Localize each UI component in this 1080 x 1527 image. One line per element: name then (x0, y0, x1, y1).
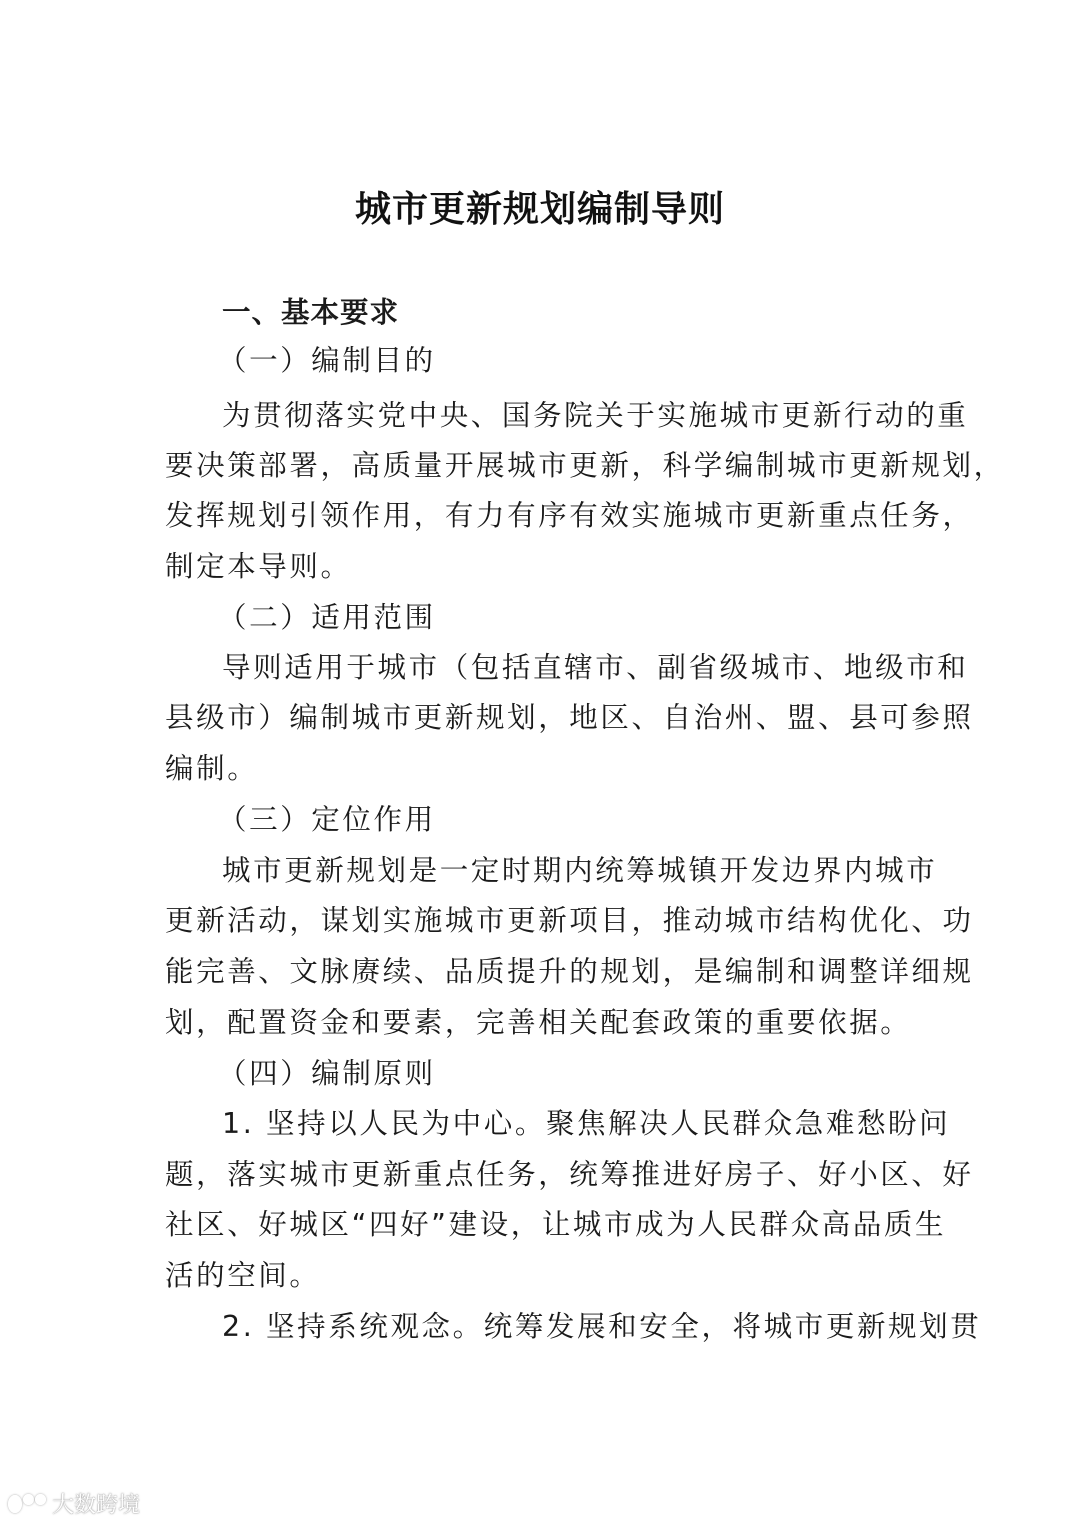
paragraph-line: 划，配置资金和要素，完善相关配套政策的重要依据。 (165, 1006, 912, 1039)
subsection-heading: （二）适用范围 (218, 601, 436, 634)
paragraph-line: 导则适用于城市（包括直辖市、副省级城市、地级市和 (222, 651, 969, 684)
paragraph-line: 1. 坚持以人民为中心。聚焦解决人民群众急难愁盼问 (222, 1107, 951, 1140)
subsection-heading: （三）定位作用 (218, 803, 436, 836)
watermark-logo-icon (8, 1495, 46, 1513)
paragraph-line: 2. 坚持系统观念。统筹发展和安全，将城市更新规划贯 (222, 1310, 982, 1343)
paragraph-line: 要决策部署，高质量开展城市更新，科学编制城市更新规划， (165, 449, 1005, 482)
paragraph-line: 为贯彻落实党中央、国务院关于实施城市更新行动的重 (222, 399, 969, 432)
subsection-heading: （四）编制原则 (218, 1057, 436, 1090)
paragraph-line: 能完善、文脉赓续、品质提升的规划，是编制和调整详细规 (165, 955, 974, 988)
document-title: 城市更新规划编制导则 (354, 188, 725, 230)
paragraph-line: 题，落实城市更新重点任务，统筹推进好房子、好小区、好 (165, 1158, 974, 1191)
watermark (8, 1488, 140, 1519)
paragraph-line: 制定本导则。 (165, 550, 352, 583)
paragraph-line: 县级市）编制城市更新规划，地区、自治州、盟、县可参照 (165, 701, 974, 734)
section-heading: 一、基本要求 (222, 296, 400, 329)
paragraph-line: 更新活动，谋划实施城市更新项目，推动城市结构优化、功 (165, 904, 974, 937)
paragraph-line: 编制。 (165, 752, 259, 785)
paragraph-line: 发挥规划引领作用，有力有序有效实施城市更新重点任务， (165, 499, 974, 532)
subsection-heading: （一）编制目的 (218, 344, 436, 377)
paragraph-line: 社区、好城区“四好”建设，让城市成为人民群众高品质生 (165, 1208, 947, 1241)
paragraph-line: 城市更新规划是一定时期内统筹城镇开发边界内城市 (222, 854, 938, 887)
watermark-text: 大数跨境 (52, 1493, 141, 1518)
paragraph-line: 活的空间。 (165, 1259, 321, 1292)
